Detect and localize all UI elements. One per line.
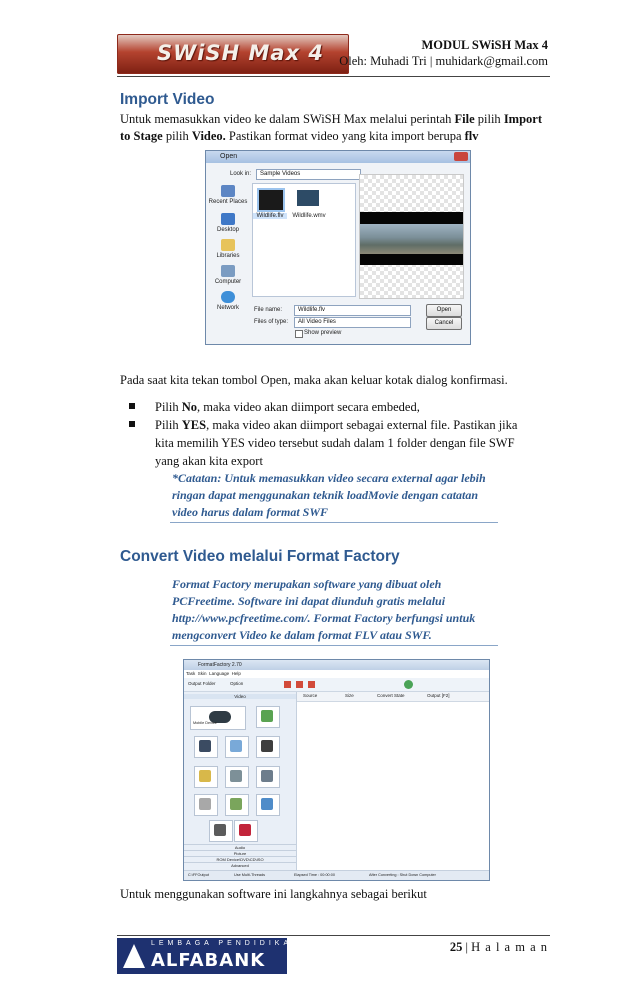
network-icon (221, 291, 235, 303)
ff-start-icon[interactable] (404, 680, 413, 689)
page-word: H a l a m a n (471, 940, 548, 954)
format-factory-screenshot (183, 659, 490, 881)
page-number: 25 (449, 940, 463, 954)
file-thumb-wmv[interactable] (297, 190, 319, 206)
nav-pane (208, 183, 248, 313)
ff-format-mkv[interactable] (256, 766, 280, 788)
ff-titlebar (184, 660, 489, 670)
brand-top: LEMBAGA PENDIDIKAN (151, 940, 302, 947)
cancel-button[interactable]: Cancel (426, 317, 462, 330)
ff-stop-icon[interactable] (308, 681, 315, 688)
ff-left-panel (184, 692, 297, 870)
note-external-video: *Catatan: Untuk memasukkan video secara external agar lebih ringan dapat menggunakan teknik loadMovie dengan catatan video harus dalam format SWF (172, 471, 486, 519)
ff-format-mpg[interactable] (256, 794, 280, 816)
ff-col-output[interactable]: Output [F2] (427, 693, 450, 698)
file-list (252, 183, 356, 297)
bullet-list (120, 398, 538, 470)
intro-paragraph: Untuk memasukkan video ke dalam SWiSH Max melalui perintah File pilih Import to Stage pilih Video. Pastikan format video yang kita import berupa flv (120, 112, 543, 143)
ff-clear-icon[interactable] (296, 681, 303, 688)
ff-audio-panel[interactable]: Audio (184, 844, 296, 850)
module-title: MODUL SWiSH Max 4 (421, 38, 548, 52)
note-format-factory: Format Factory merupakan software yang dibuat oleh PCFreetime. Software ini dapat diunduh gratis melalui http://www.pcfreetime.com/. Format Factory berfungsi untuk mengconvert Video ke dalam format FLV atau SWF. (172, 577, 476, 642)
close-icon[interactable] (454, 152, 468, 161)
ff-statusbar (184, 870, 489, 881)
ff-mobile-device-label: Mobile Device (193, 721, 217, 725)
ff-task-header (297, 692, 489, 702)
ff-video-panel-label[interactable]: Video (184, 694, 296, 699)
show-preview-checkbox[interactable] (295, 330, 303, 338)
paragraph-open-confirm: Pada saat kita tekan tombol Open, maka akan keluar kotak dialog konfirmasi. (120, 373, 508, 387)
file-name-label: File name: (254, 307, 283, 313)
ff-mobile-device-button[interactable] (190, 706, 246, 730)
header-divider (117, 76, 550, 77)
nav-desktop[interactable]: Desktop (216, 227, 239, 233)
alfabank-triangle-icon (123, 944, 145, 968)
desktop-icon (221, 213, 235, 225)
ff-option-button[interactable]: Option (230, 681, 244, 686)
ff-menu-language[interactable]: Language (209, 671, 230, 676)
preview-pane (359, 174, 464, 299)
bullet-item-no: Pilih No, maka video akan diimport secara embeded, (120, 398, 538, 416)
bullet-square-icon (129, 421, 135, 427)
ff-title: FormatFactory 2.70 (198, 662, 242, 668)
bullet-item-yes: Pilih YES, maka video akan diimport sebagai external file. Pastikan jika kita memilih YES video tersebut sudah dalam 1 folder dengan file SWF yang akan kita export (120, 416, 538, 470)
ff-format-avi[interactable] (194, 736, 218, 758)
paragraph-steps: Untuk menggunakan software ini langkahnya sebagai berikut (120, 887, 427, 901)
ff-format-mov[interactable] (234, 820, 258, 842)
nav-recent-places[interactable]: Recent Places (208, 199, 248, 205)
ff-format-rmvb[interactable] (256, 736, 280, 758)
nav-libraries[interactable]: Libraries (216, 253, 240, 259)
libraries-icon (221, 239, 235, 251)
dialog-title: Open (220, 153, 238, 160)
ff-format-mp4[interactable] (256, 706, 280, 728)
ff-toolbar (184, 678, 489, 692)
footer-divider (117, 935, 550, 936)
ff-picture-panel[interactable]: Picture (184, 850, 296, 856)
file-name-wmv[interactable]: Wildlife.wmv (292, 213, 326, 219)
ff-format-vob[interactable] (209, 820, 233, 842)
ff-format-3gp[interactable] (225, 736, 249, 758)
brand-main: ALFABANK (151, 950, 266, 971)
file-type-select[interactable]: All Video Files (294, 317, 411, 328)
heading-format-factory: Convert Video melalui Format Factory (120, 548, 400, 565)
ff-menu-task[interactable]: Task (186, 671, 196, 676)
author-line: Oleh: Muhadi Tri | muhidark@gmail.com (339, 54, 548, 68)
page-footer: 25 | H a l a m a n (449, 940, 548, 954)
video-preview-image (360, 224, 463, 254)
ff-status-elapsed: Elapsed Time : 00:00:00 (294, 873, 335, 877)
file-name-flv[interactable]: Wildlife.flv (253, 213, 287, 219)
note-divider (170, 522, 498, 523)
nav-computer[interactable]: Computer (214, 279, 242, 285)
ff-format-wmv[interactable] (225, 766, 249, 788)
logo-text: SWiSH Max 4 (157, 41, 325, 65)
nav-network[interactable]: Network (216, 305, 239, 311)
ff-format-gif[interactable] (194, 766, 218, 788)
open-dialog-screenshot (205, 150, 471, 345)
ff-rom-panel[interactable]: ROM Device\DVD\CD\ISO (184, 856, 296, 862)
show-preview-label: Show preview (304, 330, 342, 336)
ff-remove-icon[interactable] (284, 681, 291, 688)
computer-icon (221, 265, 235, 277)
recent-places-icon (221, 185, 235, 197)
ff-status-output-path[interactable]: C:\FFOutput (188, 873, 209, 877)
ff-output-folder-button[interactable]: Output Folder (188, 681, 216, 686)
swishmax-logo (117, 34, 349, 74)
ff-status-after-converting[interactable]: After Converting : Shut Down Computer (369, 873, 436, 877)
ff-menu-help[interactable]: Help (231, 671, 241, 676)
dialog-titlebar (206, 151, 470, 163)
file-thumb-flv[interactable] (257, 188, 285, 212)
look-in-select[interactable]: Sample Videos (256, 169, 361, 180)
bullet-square-icon (129, 403, 135, 409)
ff-col-size[interactable]: Size (345, 693, 354, 698)
ff-col-convert-state[interactable]: Convert State (377, 693, 405, 698)
note-divider-2 (170, 645, 498, 646)
ff-advanced-panel[interactable]: Advanced (184, 862, 296, 868)
open-button[interactable]: Open (426, 304, 462, 317)
ff-format-flv[interactable] (225, 794, 249, 816)
ff-menu-skin[interactable]: Skin (197, 671, 207, 676)
heading-import-video: Import Video (120, 91, 215, 108)
file-name-input[interactable]: Wildlife.flv (294, 305, 411, 316)
files-of-type-label: Files of type: (254, 319, 289, 325)
ff-col-source[interactable]: Source (303, 693, 318, 698)
ff-menubar (186, 671, 241, 676)
look-in-label: Look in: (230, 171, 252, 177)
ff-status-multithreads[interactable]: Use Multi-Threads (234, 873, 266, 877)
alfabank-logo (117, 938, 302, 974)
ff-format-swf[interactable] (194, 794, 218, 816)
